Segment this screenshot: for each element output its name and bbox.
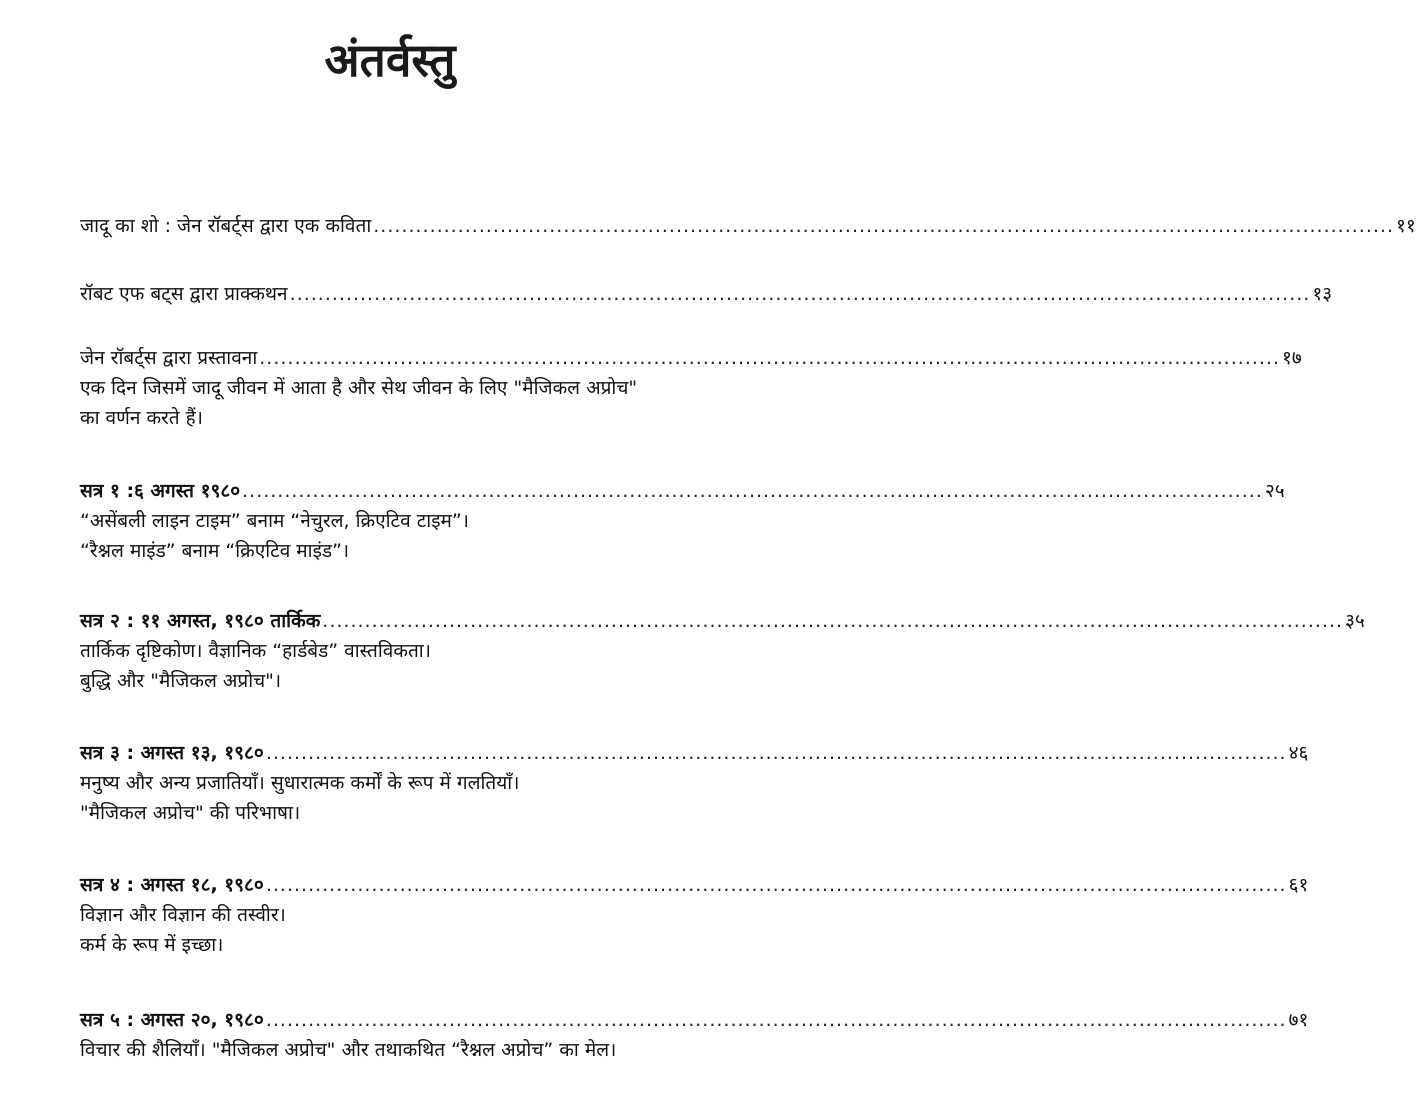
toc-page-number: ७१ <box>1288 1009 1309 1031</box>
leader-dots: ................................................................................................................................................. <box>265 874 1287 896</box>
toc-entry <box>80 343 1302 433</box>
session-title: सत्र ५ : अगस्त २०, १९८० <box>80 1009 264 1031</box>
toc-entry <box>80 870 1309 960</box>
toc-line <box>80 870 1309 900</box>
session-title: सत्र ४ : अगस्त १८, १९८० <box>80 874 264 896</box>
toc-entry-title: रॉबट एफ बट्स द्वारा प्राक्कथन <box>80 283 288 305</box>
toc-page-number: २५ <box>1264 480 1285 502</box>
toc-entry-description: कर्म के रूप में इच्छा। <box>80 934 224 956</box>
toc-line <box>80 476 1285 506</box>
toc-page-number: ४६ <box>1288 742 1309 764</box>
toc-line <box>80 738 1309 768</box>
toc-entry-title: जेन रॉबर्ट्स द्वारा प्रस्तावना <box>80 347 258 369</box>
toc-entry-description: एक दिन जिसमें जादू जीवन में आता है और सेथ जीवन के लिए "मैजिकल अप्रोच" <box>80 377 638 399</box>
toc-entry-description: का वर्णन करते हैं। <box>80 407 203 429</box>
toc-entry-description: तार्किक दृष्टिकोण। वैज्ञानिक “हार्डबेड” वास्तविकता। <box>80 640 431 662</box>
toc-entry-description: बुद्धि और "मैजिकल अप्रोच"। <box>80 670 282 692</box>
toc-line <box>80 279 1333 309</box>
leader-dots: ................................................................................................................................................. <box>242 480 1263 502</box>
toc-page-number: १७ <box>1282 347 1302 369</box>
toc-entry <box>80 1005 1309 1065</box>
toc-entry <box>80 476 1285 566</box>
toc-entry <box>80 211 1416 241</box>
toc-entry <box>80 279 1333 309</box>
toc-page-number: ३५ <box>1345 610 1365 632</box>
session-title: सत्र १ :६ अगस्त १९८० <box>80 480 241 502</box>
leader-dots: ................................................................................................................................................. <box>373 215 1394 237</box>
toc-entry-description: विज्ञान और विज्ञान की तस्वीर। <box>80 904 286 926</box>
toc-entry-title: जादू का शो : जेन रॉबर्ट्स द्वारा एक कविता <box>80 215 372 237</box>
leader-dots: ................................................................................................................................................. <box>322 610 1344 632</box>
toc-line <box>80 211 1416 241</box>
page-title: अंतर्वस्तु <box>324 33 456 87</box>
toc-line <box>80 343 1302 373</box>
leader-dots: ................................................................................................................................................. <box>265 1009 1287 1031</box>
toc-entry-description: विचार की शैलियाँ। "मैजिकल अप्रोच" और तथाकथित “रैश्नल अप्रोच” का मेल। <box>80 1039 617 1061</box>
toc-entry <box>80 606 1365 696</box>
toc-entry-description: "मैजिकल अप्रोच" की परिभाषा। <box>80 802 301 824</box>
toc-line <box>80 606 1365 636</box>
toc-entry <box>80 738 1309 828</box>
leader-dots: ................................................................................................................................................. <box>265 742 1287 764</box>
toc-entry-description: “असेंबली लाइन टाइम” बनाम “नेचुरल, क्रिएटिव टाइम”। <box>80 510 469 532</box>
toc-entry-description: “रैश्नल माइंड” बनाम “क्रिएटिव माइंड”। <box>80 540 350 562</box>
toc-page-number: १३ <box>1312 283 1333 305</box>
toc-entry-description: मनुष्य और अन्य प्रजातियाँ। सुधारात्मक कर्मों के रूप में गलतियाँ। <box>80 772 520 794</box>
session-title: सत्र ३ : अगस्त १३, १९८० <box>80 742 264 764</box>
leader-dots: ................................................................................................................................................. <box>289 283 1311 305</box>
toc-page-number: ६१ <box>1288 874 1309 896</box>
toc-page-number: ११ <box>1396 215 1416 237</box>
session-title: सत्र २ : ११ अगस्त, १९८० तार्किक <box>80 610 321 632</box>
leader-dots: ................................................................................................................................................. <box>259 347 1280 369</box>
toc-line <box>80 1005 1309 1035</box>
